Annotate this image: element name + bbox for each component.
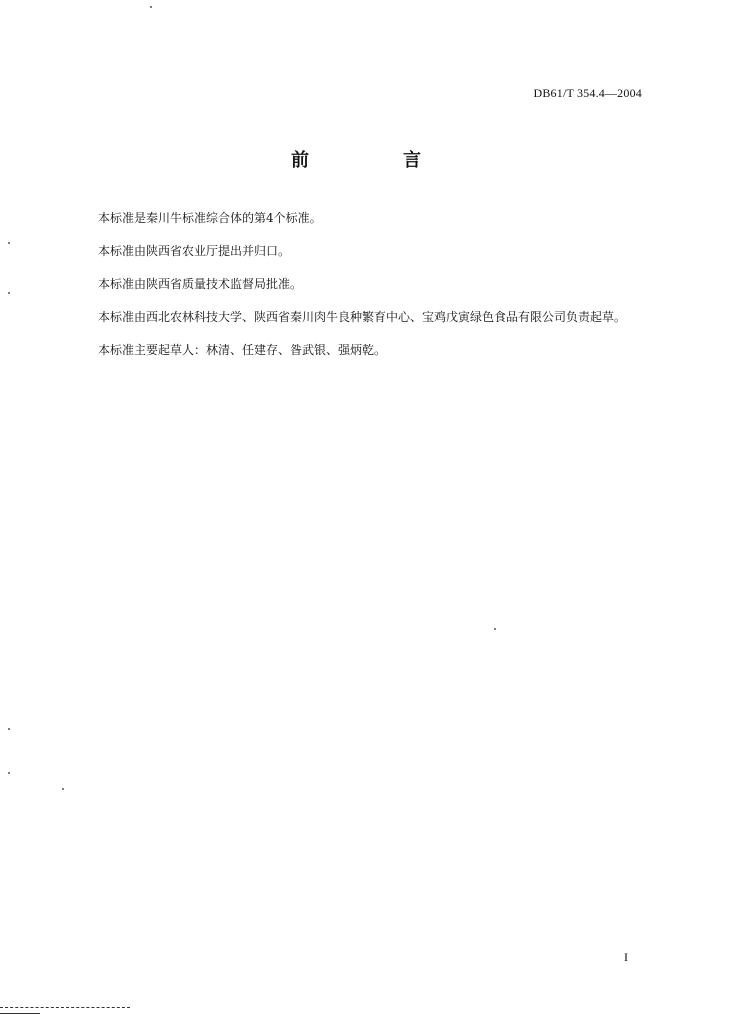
standard-code: DB61/T 354.4—2004 <box>533 86 642 100</box>
paragraph: 本标准由陕西省质量技术监督局批准。 <box>98 277 303 291</box>
scan-speck <box>8 772 10 774</box>
scan-speck <box>8 728 10 730</box>
page-title: 前 言 <box>291 150 459 171</box>
page-number: I <box>624 950 628 964</box>
scan-speck <box>62 788 64 790</box>
scan-speck <box>8 292 10 294</box>
scan-speck <box>150 6 152 8</box>
scan-speck <box>8 242 10 244</box>
footer-rule <box>0 1013 40 1014</box>
footer-rule <box>0 1007 130 1008</box>
paragraph: 本标准由陕西省农业厅提出并归口。 <box>98 244 291 258</box>
paragraph: 本标准是秦川牛标准综合体的第4个标准。 <box>98 211 322 225</box>
foreword-body <box>98 210 670 375</box>
paragraph: 本标准主要起草人：林清、任建存、昝武银、强炳乾。 <box>98 343 387 357</box>
paragraph: 本标准由西北农林科技大学、陕西省秦川肉牛良种繁育中心、宝鸡戊寅绿色食品有限公司负责起草。 <box>98 310 627 324</box>
scan-speck <box>494 628 496 630</box>
